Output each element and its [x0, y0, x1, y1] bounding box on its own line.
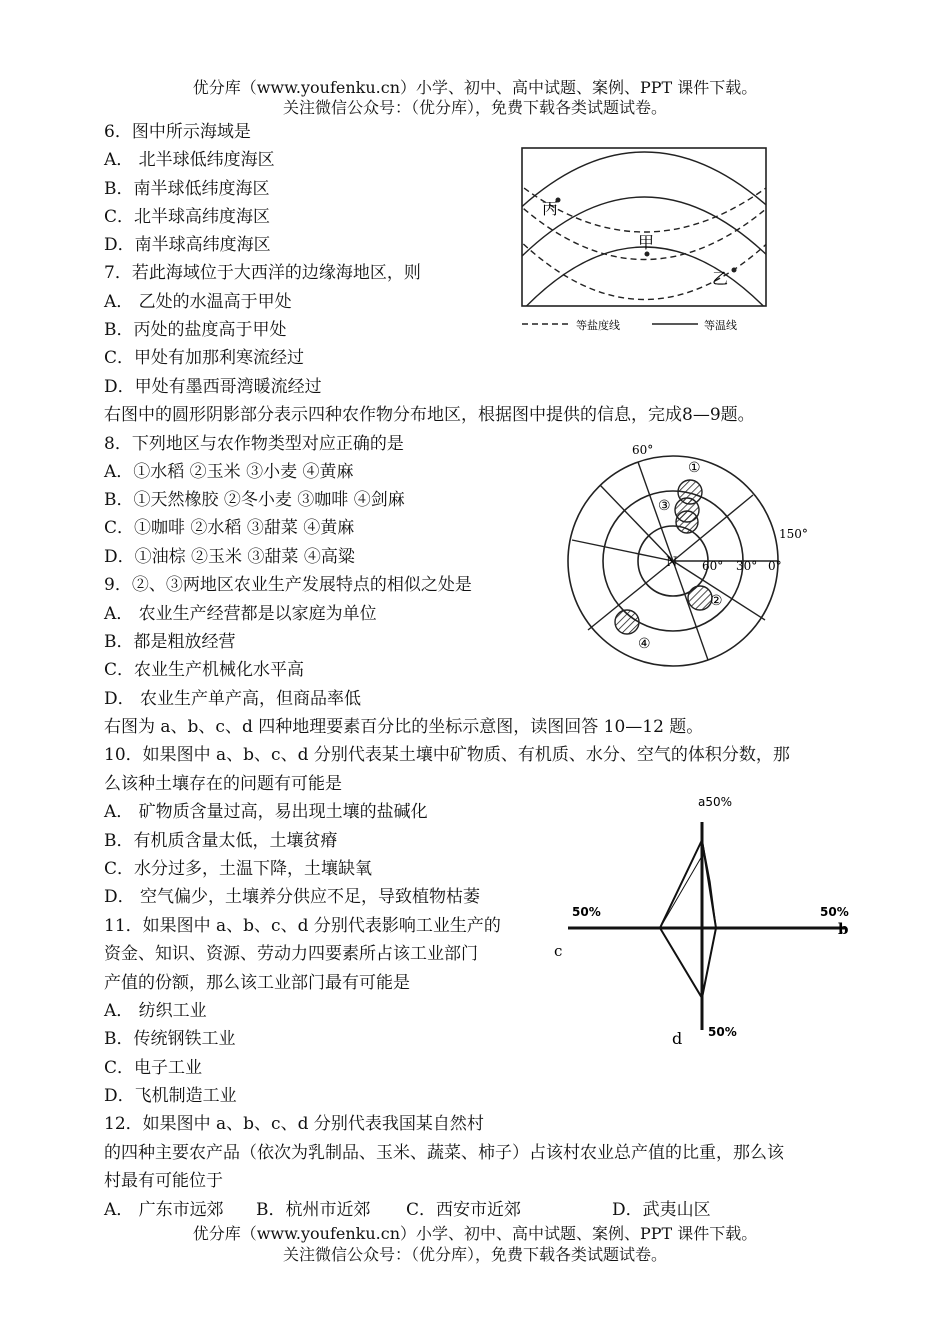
q9-stem: 9．②、③两地区农业生产发展特点的相似之处是 [104, 575, 472, 595]
q6-option-a: A． 北半球低纬度海区 [104, 150, 275, 170]
axis-a-label: a50% [698, 795, 733, 809]
q12-option-a: A． 广东市远郊 [104, 1200, 224, 1220]
q7-option-b: B．丙处的盐度高于甲处 [104, 320, 287, 340]
q10-option-a: A． 矿物质含量过高，易出现土壤的盐碱化 [104, 802, 428, 822]
axis-d-tick: 50% [708, 1025, 737, 1039]
label-region-2: ② [710, 593, 723, 609]
q8-stem: 8．下列地区与农作物类型对应正确的是 [104, 434, 404, 454]
q10-stem-2: 么该种土壤存在的问题有可能是 [104, 774, 342, 794]
q12-option-b: B．杭州市近郊 [256, 1200, 371, 1220]
q8-option-d: D．①油棕 ②玉米 ③甜菜 ④高粱 [104, 547, 355, 567]
data-polygon [660, 840, 716, 998]
axis-b-tick: 50% [820, 905, 849, 919]
isoline-svg [512, 142, 774, 338]
q7-option-d: D．甲处有墨西哥湾暖流经过 [104, 377, 322, 397]
q12-option-d: D．武夷山区 [612, 1200, 711, 1220]
q6-option-c: C．北半球高纬度海区 [104, 207, 271, 227]
q11-option-d: D．飞机制造工业 [104, 1086, 237, 1106]
axis-c-label: c [554, 942, 563, 960]
q6-option-b: B．南半球低纬度海区 [104, 179, 270, 199]
q10-option-b: B．有机质含量太低，土壤贫瘠 [104, 831, 338, 851]
axis-svg [548, 790, 858, 1060]
label-region-4: ④ [638, 636, 651, 652]
label-bing: 丙 [542, 199, 559, 218]
q10-option-d: D． 空气偏少，土壤养分供应不足，导致植物枯萎 [104, 887, 481, 907]
q12-stem-1: 12．如果图中 a、b、c、d 分别代表我国某自然村 [104, 1114, 484, 1134]
label-north-pole: N [666, 555, 678, 570]
q10-option-c: C．水分过多，土温下降，土壤缺氧 [104, 859, 373, 879]
intro-10-12: 右图为 a、b、c、d 四种地理要素百分比的坐标示意图，读图回答 10—12 题。 [104, 717, 704, 737]
axis-b-label: b [838, 920, 849, 938]
axis-c-tick: 50% [572, 905, 601, 919]
q7-option-a: A． 乙处的水温高于甲处 [104, 292, 292, 312]
q11-stem-3: 产值的份额，那么该工业部门最有可能是 [104, 973, 410, 993]
q6-stem: 6．图中所示海域是 [104, 122, 251, 142]
q8-option-b: B．①天然橡胶 ②冬小麦 ③咖啡 ④剑麻 [104, 490, 405, 510]
axis-d-label: d [672, 1029, 683, 1048]
q6-option-d: D．南半球高纬度海区 [104, 235, 271, 255]
q11-option-a: A． 纺织工业 [104, 1001, 207, 1021]
q12-stem-3: 村最有可能位于 [104, 1171, 223, 1191]
footer-line-1: 优分库（www.youfenku.cn）小学、初中、高中试题、案例、PPT 课件下载。 [192, 1224, 758, 1243]
region-4 [615, 610, 639, 634]
q11-option-b: B．传统钢铁工业 [104, 1029, 236, 1049]
label-lat-0: 0° [768, 559, 782, 573]
polar-crop-figure [560, 440, 808, 680]
q8-option-c: C．①咖啡 ②水稻 ③甜菜 ④黄麻 [104, 518, 355, 538]
q10-stem-1: 10．如果图中 a、b、c、d 分别代表某土壤中矿物质、有机质、水分、空气的体积分数，那 [104, 745, 790, 765]
polygon-edge-hint [660, 856, 702, 928]
q11-stem-2: 资金、知识、资源、劳动力四要素所占该工业部门 [104, 944, 478, 964]
axis-percentage-figure [548, 790, 858, 1060]
figure-frame [522, 148, 766, 306]
q8-option-a: A．①水稻 ②玉米 ③小麦 ④黄麻 [104, 462, 354, 482]
polar-svg [560, 440, 808, 680]
legend-temp: 等温线 [704, 319, 737, 332]
footer-line-2: 关注微信公众号：（优分库），免费下载各类试题试卷。 [282, 1245, 667, 1264]
q12-option-c: C．西安市近郊 [406, 1200, 522, 1220]
label-lon-150: 150° [779, 527, 808, 541]
q9-option-c: C．农业生产机械化水平高 [104, 660, 305, 680]
label-lat-30: 30° [736, 559, 758, 573]
point-jia [645, 252, 650, 257]
intro-8-9: 右图中的圆形阴影部分表示四种农作物分布地区，根据图中提供的信息，完成8—9题。 [104, 405, 755, 425]
q11-option-c: C．电子工业 [104, 1058, 203, 1078]
q9-option-d: D． 农业生产单产高，但商品率低 [104, 689, 362, 709]
label-region-3: ③ [658, 498, 671, 514]
region-3 [676, 511, 698, 533]
label-yi: 乙 [712, 269, 729, 288]
axes [568, 822, 846, 1030]
q7-stem: 7．若此海域位于大西洋的边缘海地区，则 [104, 263, 421, 283]
header-line-1: 优分库（www.youfenku.cn）小学、初中、高中试题、案例、PPT 课件下载。 [192, 78, 758, 97]
q9-option-b: B．都是粗放经营 [104, 632, 236, 652]
point-yi [732, 268, 737, 273]
label-region-1: ① [688, 460, 701, 476]
q11-stem-1: 11．如果图中 a、b、c、d 分别代表影响工业生产的 [104, 916, 501, 936]
q7-option-c: C．甲处有加那利寒流经过 [104, 348, 305, 368]
legend-salinity: 等盐度线 [576, 319, 620, 332]
label-inner-60: 60° [702, 559, 724, 573]
q9-option-a: A． 农业生产经营都是以家庭为单位 [104, 604, 377, 624]
label-lat-60-top: 60° [632, 443, 654, 457]
label-jia: 甲 [638, 233, 655, 252]
q12-stem-2: 的四种主要农产品（依次为乳制品、玉米、蔬菜、柿子）占该村农业总产值的比重，那么该 [104, 1143, 784, 1163]
isoline-figure [512, 142, 774, 338]
header-line-2: 关注微信公众号：（优分库），免费下载各类试题试卷。 [282, 98, 667, 117]
region-2 [688, 586, 712, 610]
